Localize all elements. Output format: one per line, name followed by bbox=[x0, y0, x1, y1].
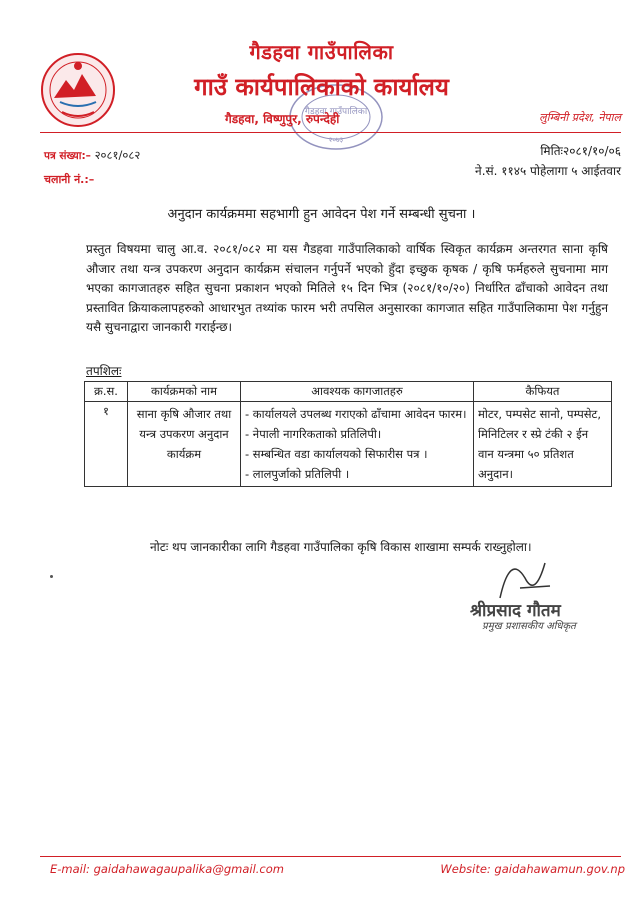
cell-remarks: मोटर, पम्पसेट सानो, पम्पसेट, मिनिटिलर र स्प्रे टंकी २ ईन वान यन्त्रमा ५० प्रतिशत अनुदान। bbox=[474, 402, 612, 487]
svg-text:गैडहवा गाउँपालिका: गैडहवा गाउँपालिका bbox=[304, 107, 368, 117]
cell-program: साना कृषि औजार तथा यन्त्र उपकरण अनुदान कार्यक्रम bbox=[128, 402, 241, 487]
cell-sn: १ bbox=[85, 402, 128, 487]
col-header-sn: क्र.स. bbox=[85, 382, 128, 402]
nepal-sambat-date: ने.सं. ११४५ पोहेलागा ५ आईतवार bbox=[475, 164, 621, 178]
notice-subject: अनुदान कार्यक्रममा सहभागी हुन आवेदन पेश गर्ने सम्बन्धी सुचना । bbox=[167, 207, 476, 222]
footer-divider bbox=[40, 856, 621, 857]
dispatch-label: चलानी नं.:– bbox=[44, 173, 95, 186]
col-header-documents: आवश्यक कागजातहरु bbox=[241, 382, 474, 402]
office-title: गाउँ कार्यपालिकाको कार्यालय bbox=[194, 73, 449, 101]
footer-website: Website: gaidahawamun.gov.np bbox=[440, 862, 625, 876]
col-header-remarks: कैफियत bbox=[474, 382, 612, 402]
notice-body: प्रस्तुत विषयमा चालु आ.व. २०८१/०८२ मा यस गैडहवा गाउँपालिकाको वार्षिक स्विकृत कार्यक्रम अन्तरगत साना कृषि औजार तथा यन्त्र उपकरण अनुदान कार्यक्रम संचालन गर्नुपर्ने भएको हुँदा इच्छुक कृषक / कृषि फर्महरुले सुचनामा माग भएका कागजातहरु सहित सुचना प्रकाशन भएको मितिले १५ दिन भित्र (२०८१/१०/२०) निर्धारित ढाँचाको आवेदन तथा प्रस्तावित क्रियाकलापहरुको आधारभुत तथ्यांक फारम भरी तपसिल अनुसारका कागजात सहित गाउँपालिकामा पेश गर्नुहुन यसै सुचनाद्वारा जानकारी गराईन्छ। bbox=[86, 242, 608, 334]
reference-label: पत्र संख्या:– bbox=[44, 150, 91, 162]
svg-text:२०७३: २०७३ bbox=[328, 136, 344, 144]
signatory-name: श्रीप्रसाद गौतम bbox=[470, 601, 561, 621]
details-label: तपशिलः bbox=[86, 364, 122, 378]
reference-number bbox=[44, 148, 140, 163]
footnote: नोटः थप जानकारीका लागि गैडहवा गाउँपालिका कृषि विकास शाखामा सम्पर्क राख्नुहोला। bbox=[150, 540, 532, 554]
document-item: - कार्यालयले उपलब्ध गराएको ढाँचामा आवेदन फारम। bbox=[245, 407, 467, 421]
footer-email: E-mail: gaidahawagaupalika@gmail.com bbox=[50, 862, 284, 876]
col-header-program: कार्यक्रमको नाम bbox=[128, 382, 241, 402]
table-row bbox=[85, 402, 612, 487]
header-divider bbox=[40, 132, 621, 133]
margin-dot bbox=[50, 575, 53, 578]
signatory-title: प्रमुख प्रशासकीय अधिकृत bbox=[482, 621, 576, 632]
letter-date: मितिः२०८१/१०/०६ bbox=[540, 144, 621, 158]
reference-value: २०८१/०८२ bbox=[94, 148, 141, 162]
table-header-row bbox=[85, 382, 612, 402]
cell-documents bbox=[241, 402, 474, 487]
requirements-table bbox=[84, 381, 612, 487]
province-label: लुम्बिनी प्रदेश, नेपाल bbox=[539, 111, 621, 124]
document-item: - लालपुर्जाको प्रतिलिपी । bbox=[245, 467, 350, 481]
office-address: गैडहवा, विष्णुपुर, रुपन्देही bbox=[225, 112, 340, 126]
document-item: - नेपाली नागरिकताको प्रतिलिपी। bbox=[245, 427, 382, 441]
municipality-name: गैडहवा गाउँपालिका bbox=[249, 40, 394, 64]
document-item: - सम्बन्धित वडा कार्यालयको सिफारीस पत्र । bbox=[245, 447, 428, 461]
